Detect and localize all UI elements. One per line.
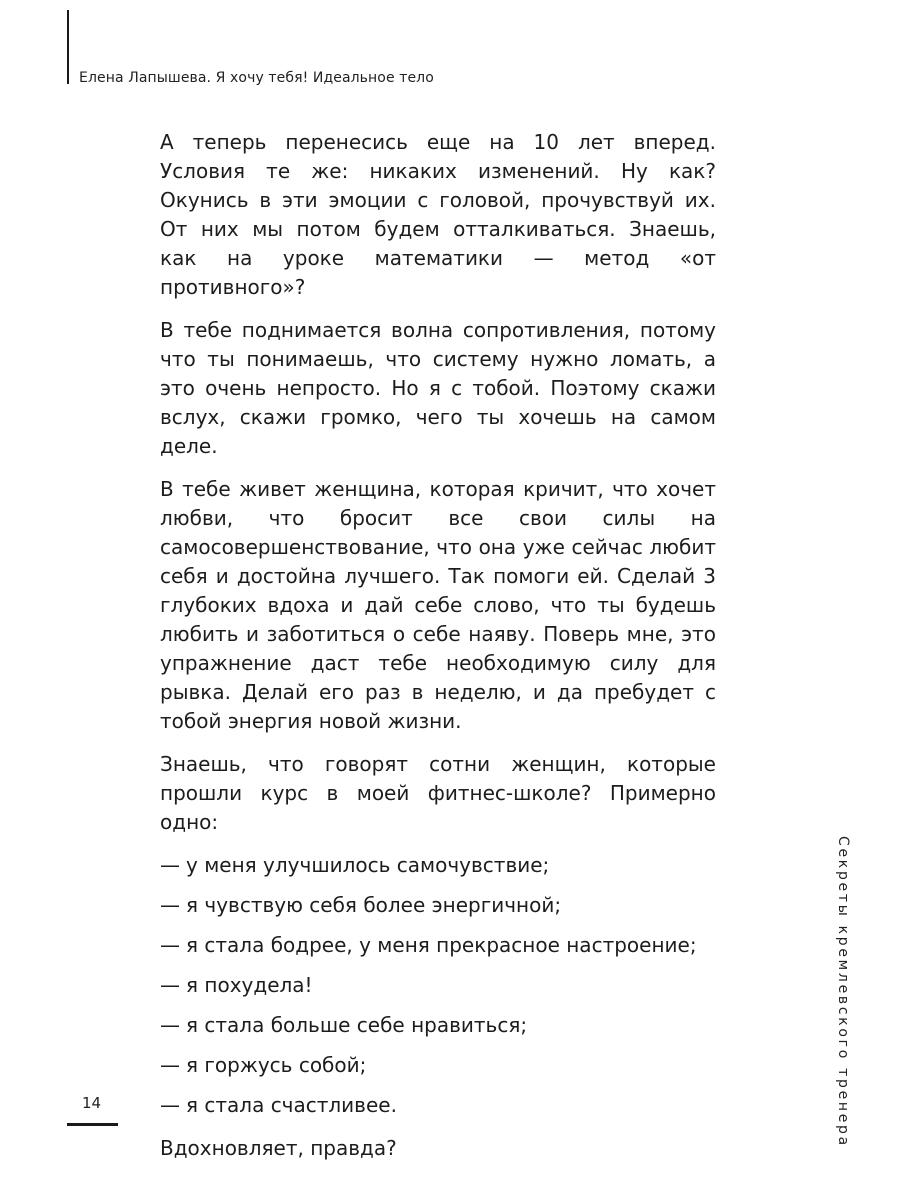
list-dash: — <box>160 973 180 997</box>
list-dash: — <box>160 933 180 957</box>
list-dash: — <box>160 1053 180 1077</box>
list-item-text: я стала бодрее, у меня прекрасное настроение; <box>186 933 697 957</box>
list-item <box>160 851 716 880</box>
list-item <box>160 1051 716 1080</box>
list-item-text: я стала больше себе нравиться; <box>186 1013 528 1037</box>
list-item-text: я стала счастливее. <box>186 1093 397 1117</box>
list-item <box>160 931 716 960</box>
paragraph: Знаешь, что говорят сотни женщин, которые прошли курс в моей фитнес-школе? Примерно одно: <box>160 752 716 834</box>
running-header: Елена Лапышева. Я хочу тебя! Идеальное тело <box>79 70 434 86</box>
body-text <box>160 128 716 1163</box>
footer-rule <box>67 1123 118 1126</box>
list-dash: — <box>160 853 180 877</box>
side-title-container <box>832 836 856 1148</box>
list-item <box>160 891 716 920</box>
list-item <box>160 1011 716 1040</box>
side-section-title: Секреты кремлевского тренера <box>835 836 851 1148</box>
list-dash: — <box>160 1013 180 1037</box>
list-item <box>160 971 716 1000</box>
paragraph: А теперь перенесись еще на 10 лет вперед. Условия те же: никаких изменений. Ну как? Окунись в эти эмоции с головой, прочувствуй их. От них мы потом будем отталкиваться. Знаешь, как на уроке математики — метод «от противного»? <box>160 130 716 299</box>
list-item-text: я чувствую себя более энергичной; <box>186 893 562 917</box>
testimonial-list <box>160 851 716 1120</box>
list-item-text: у меня улучшилось самочувствие; <box>186 853 550 877</box>
list-dash: — <box>160 1093 180 1117</box>
list-item-text: я похудела! <box>186 973 313 997</box>
closing-line: Вдохновляет, правда? <box>160 1136 397 1160</box>
list-item-text: я горжусь собой; <box>186 1053 367 1077</box>
page-number: 14 <box>82 1094 102 1112</box>
header-vertical-rule <box>67 10 69 84</box>
paragraph: В тебе живет женщина, которая кричит, что хочет любви, что бросит все свои силы на самосовершенствование, что она уже сейчас любит себя и достойна лучшего. Так помоги ей. Сделай 3 глубоких вдоха и дай себе слово, что ты будешь любить и заботиться о себе наяву. Поверь мне, это упражнение даст тебе необходимую силу для рывка. Делай его раз в неделю, и да пребудет с тобой энергия новой жизни. <box>160 477 716 733</box>
list-item <box>160 1091 716 1120</box>
list-dash: — <box>160 893 180 917</box>
paragraph: В тебе поднимается волна сопротивления, потому что ты понимаешь, что систему нужно ломать, а это очень непросто. Но я с тобой. Поэтому скажи вслух, скажи громко, чего ты хочешь на самом деле. <box>160 318 716 458</box>
